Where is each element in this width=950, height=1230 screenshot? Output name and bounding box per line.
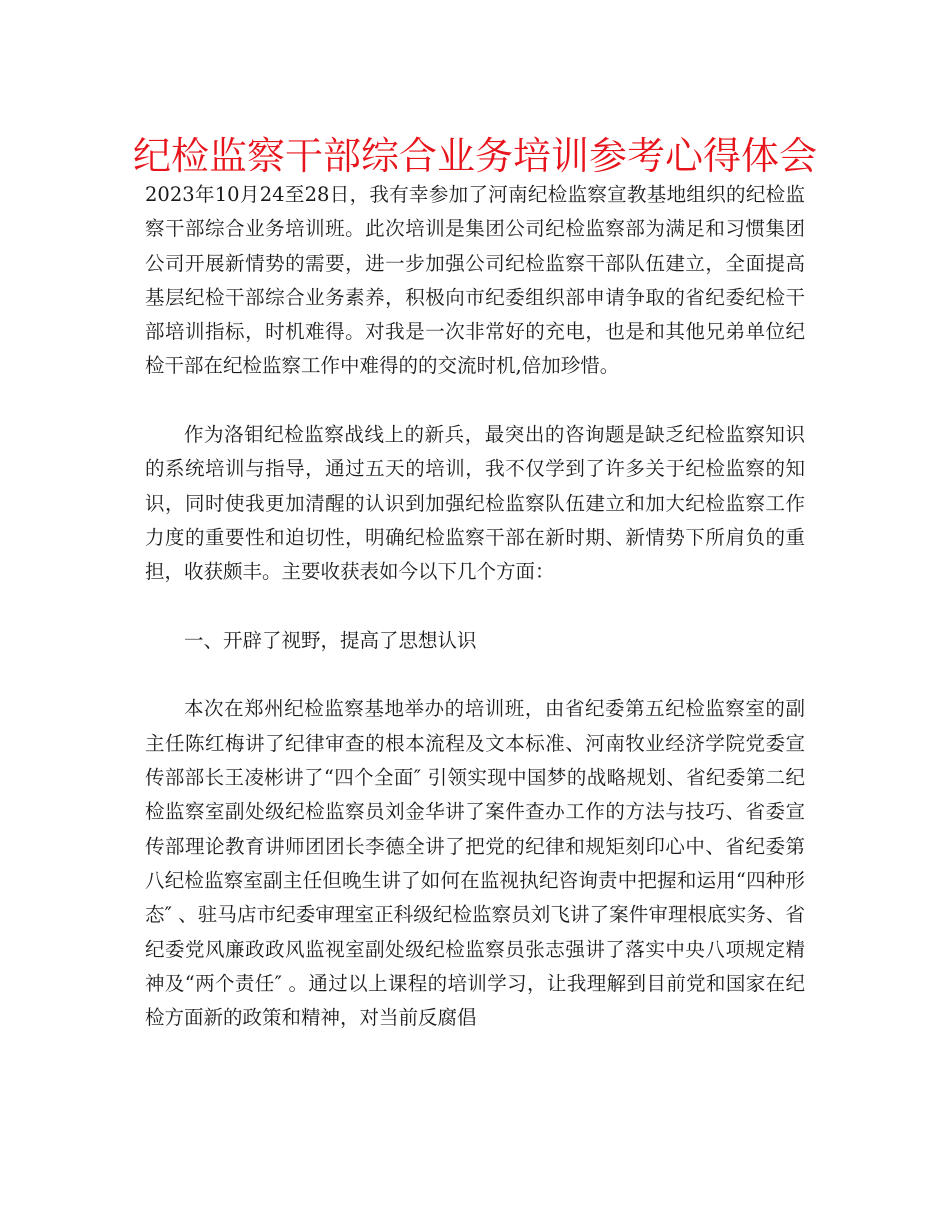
document-body xyxy=(145,178,805,1035)
document-title: 纪检监察干部综合业务培训参考心得体会 xyxy=(132,134,817,178)
paragraph-reflection: 作为洛钼纪检监察战线上的新兵，最突出的咨询题是缺乏纪检监察知识的系统培训与指导，通过五天的培训，我不仅学到了许多关于纪检监察的知识，同时使我更加清醒的认识到加强纪检监察队伍建立和加大纪检监察工作力度的重要性和迫切性，明确纪检监察干部在新时期、新情势下所肩负的重担，收获颇丰。主要收获表如今以下几个方面： xyxy=(145,423,805,584)
paragraph-training-courses: 本次在郑州纪检监察基地举办的培训班，由省纪委第五纪检监察室的副主任陈红梅讲了纪律审查的根本流程及文本标准、河南牧业经济学院党委宣传部部长王凌彬讲了“四个全面″ 引领实现中国梦的战略规划、省纪委第二纪检监察室副处级纪检监察员刘金华讲了案件查办工作的方法与技巧、省委宣传部理论教育讲师团团长李德全讲了把党的纪律和规矩刻印心中、省纪委第八纪检监察室副主任但晚生讲了如何在监视执纪咨询责中把握和运用“四种形态″ 、驻马店市纪委审理室正科级纪检监察员刘飞讲了案件审理根底实务、省纪委党风廉政政风监视室副处级纪检监察员张志强讲了落实中央八项规定精神及“两个责任″ 。通过以上课程的培训学习，让我理解到目前党和国家在纪检方面新的政策和精神，对当前反腐倡 xyxy=(145,697,805,1030)
paragraph-spacer xyxy=(145,590,805,624)
paragraph-spacer xyxy=(145,658,805,692)
section-heading: 一、开辟了视野，提高了思想认识 xyxy=(184,628,477,652)
paragraph-spacer xyxy=(145,384,805,418)
paragraph-intro: 2023年10月24至28日，我有幸参加了河南纪检监察宣教基地组织的纪检监察干部综合业务培训班。此次培训是集团公司纪检监察部为满足和习惯集团公司开展新情势的需要，进一步加强公司纪检监察干部队伍建立，全面提高基层纪检干部综合业务素养，积极向市纪委组织部申请争取的省纪委纪检干部培训指标，时机难得。对我是一次非常好的充电，也是和其他兄弟单位纪检干部在纪检监察工作中难得的的交流时机,倍加珍惜。 xyxy=(145,183,805,378)
